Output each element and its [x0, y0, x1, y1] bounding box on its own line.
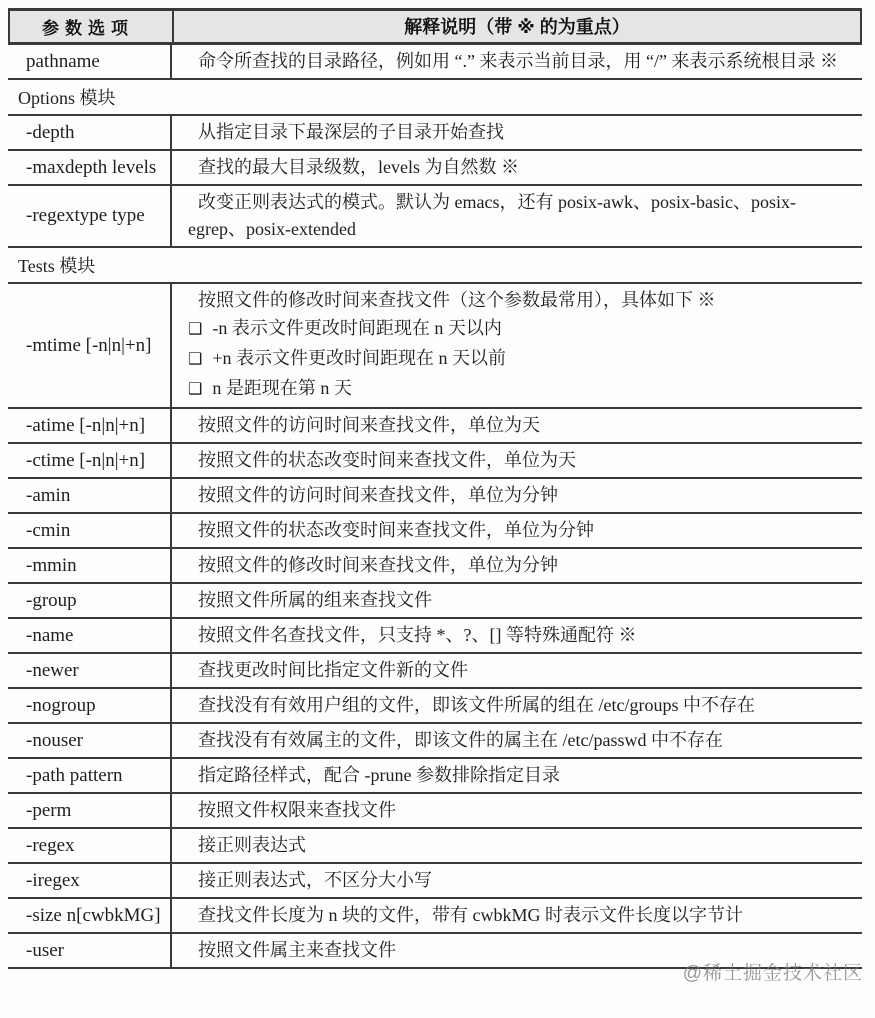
- param-name: -group: [26, 589, 77, 611]
- desc-text: 按照文件的状态改变时间来查找文件，单位为分钟: [198, 520, 594, 540]
- desc-text: 按照文件的访问时间来查找文件，单位为分钟: [198, 485, 558, 505]
- desc-text: 从指定目录下最深层的子目录开始查找: [198, 122, 504, 142]
- param-name: -iregex: [26, 869, 80, 891]
- table-row: [8, 619, 862, 654]
- section-row: [8, 248, 862, 284]
- param-cell: [8, 864, 172, 897]
- param-name: -nogroup: [26, 694, 96, 716]
- desc-text: 查找的最大目录级数，levels 为自然数 ※: [198, 157, 519, 177]
- desc-text: 按照文件的状态改变时间来查找文件，单位为天: [198, 450, 576, 470]
- desc-text: 指定路径样式，配合 -prune 参数排除指定目录: [198, 765, 560, 785]
- table-row: [8, 45, 862, 80]
- desc-text: 接正则表达式: [198, 835, 306, 855]
- desc-text: 按照文件的修改时间来查找文件，单位为分钟: [198, 555, 558, 575]
- bullet-line: [188, 314, 850, 344]
- find-options-table: [8, 8, 862, 969]
- param-cell: [8, 689, 172, 722]
- param-name: -regextype type: [26, 205, 145, 226]
- param-name: -maxdepth levels: [26, 156, 157, 178]
- param-cell: [8, 444, 172, 477]
- desc-cell: [172, 116, 862, 149]
- desc-cell: [172, 934, 862, 967]
- desc-cell: [172, 794, 862, 827]
- table-row: [8, 724, 862, 759]
- param-cell: [8, 479, 172, 512]
- param-cell: [8, 899, 172, 932]
- param-name: -name: [26, 624, 74, 646]
- param-cell: [8, 284, 172, 407]
- table-row: [8, 794, 862, 829]
- table-row: [8, 116, 862, 151]
- desc-text: 按照文件名查找文件，只支持 *、?、[] 等特殊通配符 ※: [198, 625, 637, 645]
- desc-cell: [172, 186, 862, 246]
- desc-cell: [172, 284, 862, 407]
- param-cell: [8, 619, 172, 652]
- desc-text: 按照文件权限来查找文件: [198, 800, 396, 820]
- param-cell: [8, 829, 172, 862]
- desc-cell: [172, 444, 862, 477]
- header-cell-param: [10, 11, 174, 42]
- param-cell: [8, 759, 172, 792]
- param-name: -mmin: [26, 554, 77, 576]
- desc-text: 改变正则表达式的模式。默认为 emacs，还有 posix-awk、posix-basic、posix-egrep、posix-extended: [188, 192, 796, 239]
- param-name: -newer: [26, 659, 79, 681]
- desc-text: 接正则表达式，不区分大小写: [198, 870, 432, 890]
- section-label: Tests 模块: [18, 256, 96, 276]
- param-name: -depth: [26, 121, 75, 143]
- param-name: -perm: [26, 799, 72, 821]
- param-name: -amin: [26, 484, 71, 506]
- desc-cell: [172, 151, 862, 184]
- param-cell: [8, 116, 172, 149]
- table-row: [8, 584, 862, 619]
- desc-text: 按照文件的修改时间来查找文件（这个参数最常用），具体如下 ※: [198, 290, 716, 310]
- table-row: [8, 829, 862, 864]
- param-cell: [8, 151, 172, 184]
- desc-cell: [172, 864, 862, 897]
- bullet-line: [188, 374, 850, 404]
- param-cell: [8, 514, 172, 547]
- table-row: [8, 479, 862, 514]
- desc-cell: [172, 549, 862, 582]
- desc-cell: [172, 619, 862, 652]
- desc-cell: [172, 689, 862, 722]
- table-row: [8, 759, 862, 794]
- bullet-line: [188, 344, 850, 374]
- desc-text: 按照文件属主来查找文件: [198, 940, 396, 960]
- desc-text: 查找更改时间比指定文件新的文件: [198, 660, 468, 680]
- table-row: [8, 549, 862, 584]
- param-name: -ctime [-n|n|+n]: [26, 449, 146, 471]
- table-row: [8, 186, 862, 248]
- param-name: -user: [26, 939, 64, 961]
- param-name: -size n[cwbkMG]: [26, 904, 161, 926]
- table-row: [8, 444, 862, 479]
- watermark-text: @稀土掘金技术社区: [682, 963, 863, 984]
- table-header-row: [8, 11, 862, 45]
- bullet-text: +n 表示文件更改时间距现在 n 天以前: [212, 348, 506, 368]
- section-label: Options 模块: [18, 88, 116, 108]
- desc-cell: [172, 514, 862, 547]
- param-name: -path pattern: [26, 764, 123, 786]
- bullet-text: n 是距现在第 n 天: [212, 378, 352, 398]
- desc-text: 按照文件所属的组来查找文件: [198, 590, 432, 610]
- square-bullet-icon: ❑: [188, 351, 203, 368]
- param-cell: [8, 45, 172, 78]
- param-cell: [8, 724, 172, 757]
- table-row: [8, 284, 862, 409]
- table-row: [8, 899, 862, 934]
- desc-cell: [172, 724, 862, 757]
- param-name: pathname: [26, 50, 100, 72]
- param-name: -nouser: [26, 729, 83, 751]
- table-row: [8, 409, 862, 444]
- desc-cell: [172, 45, 862, 78]
- header-param-label: 参数选项: [42, 19, 134, 38]
- section-row: [8, 80, 862, 116]
- desc-cell: [172, 584, 862, 617]
- square-bullet-icon: ❑: [188, 321, 203, 338]
- bullet-text: -n 表示文件更改时间距现在 n 天以内: [212, 318, 502, 338]
- table-row: [8, 654, 862, 689]
- param-cell: [8, 409, 172, 442]
- table-row: [8, 151, 862, 186]
- param-cell: [8, 934, 172, 967]
- desc-cell: [172, 409, 862, 442]
- table-row: [8, 864, 862, 899]
- param-cell: [8, 186, 172, 246]
- param-cell: [8, 584, 172, 617]
- desc-cell: [172, 479, 862, 512]
- header-desc-label: 解释说明（带 ※ 的为重点）: [404, 16, 630, 37]
- header-cell-desc: [174, 11, 860, 42]
- param-name: -cmin: [26, 519, 71, 541]
- param-cell: [8, 654, 172, 687]
- param-cell: [8, 794, 172, 827]
- param-name: -mtime [-n|n|+n]: [26, 334, 152, 356]
- desc-cell: [172, 654, 862, 687]
- table-row: [8, 514, 862, 549]
- table-row: [8, 689, 862, 724]
- param-cell: [8, 549, 172, 582]
- table-body: [8, 45, 862, 969]
- desc-text: 按照文件的访问时间来查找文件，单位为天: [198, 415, 540, 435]
- table-row: [8, 934, 862, 969]
- desc-text: 查找没有有效属主的文件，即该文件的属主在 /etc/passwd 中不存在: [198, 730, 723, 750]
- param-name: -atime [-n|n|+n]: [26, 414, 146, 436]
- param-name: -regex: [26, 834, 75, 856]
- desc-cell: [172, 899, 862, 932]
- desc-cell: [172, 829, 862, 862]
- desc-cell: [172, 759, 862, 792]
- desc-text: 查找没有有效用户组的文件，即该文件所属的组在 /etc/groups 中不存在: [198, 695, 755, 715]
- desc-text: 命令所查找的目录路径，例如用 “.” 来表示当前目录，用 “/” 来表示系统根目录 ※: [198, 51, 838, 71]
- desc-text: 查找文件长度为 n 块的文件，带有 cwbkMG 时表示文件长度以字节计: [198, 905, 743, 925]
- square-bullet-icon: ❑: [188, 381, 203, 398]
